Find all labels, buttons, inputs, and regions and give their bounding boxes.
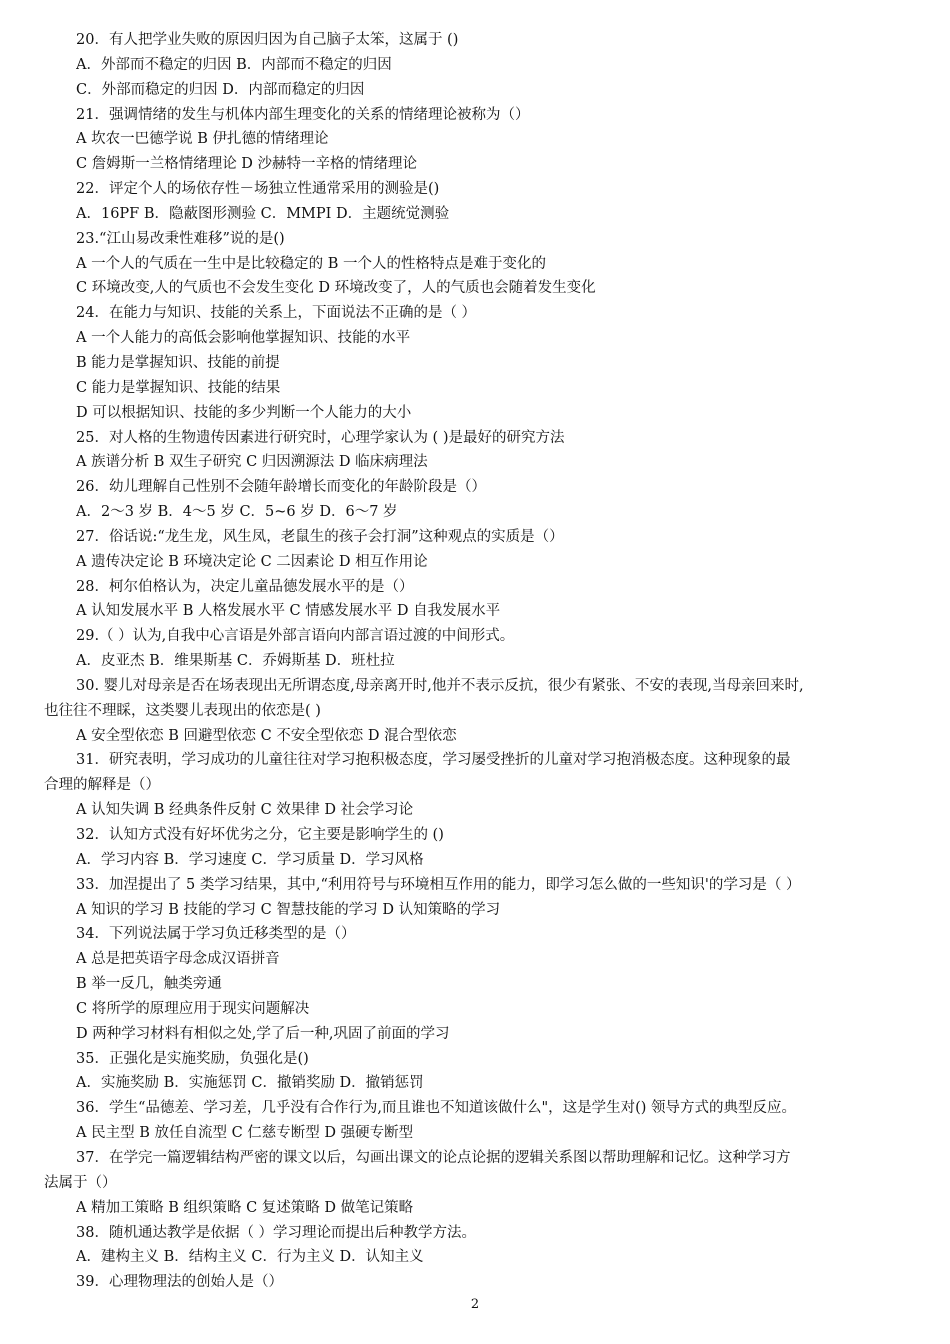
- option-line: C 詹姆斯一兰格情绪理论 D 沙赫特一辛格的情绪理论: [76, 156, 418, 173]
- question-line: 33．加涅提出了 5 类学习结果，其中,“利用符号与环境相互作用的能力，即学习怎么做的一些知识'的学习是（ ）: [76, 876, 801, 893]
- option-line: A 坎农一巴德学说 B 伊扎德的情绪理论: [76, 131, 329, 148]
- option-line: A 遗传决定论 B 环境决定论 C 二因素论 D 相互作用论: [76, 553, 428, 570]
- option-line: D 可以根据知识、技能的多少判断一个人能力的大小: [76, 404, 412, 421]
- option-line: A 知识的学习 B 技能的学习 C 智慧技能的学习 D 认知策略的学习: [76, 901, 501, 918]
- question-continuation-line: 法属于（）: [44, 1174, 117, 1191]
- option-line: A．实施奖励 B．实施惩罚 C．撤销奖励 D．撤销惩罚: [76, 1075, 424, 1092]
- option-line: C．外部而稳定的归因 D．内部而稳定的归因: [76, 81, 365, 98]
- option-line: A 认知发展水平 B 人格发展水平 C 情感发展水平 D 自我发展水平: [76, 603, 501, 620]
- question-line: 21．强调情绪的发生与机体内部生理变化的关系的情绪理论被称为（）: [76, 106, 530, 123]
- question-line: 27．俗话说:“龙生龙，风生凤，老鼠生的孩子会打洞”这种观点的实质是（）: [76, 528, 564, 545]
- question-list: [44, 28, 910, 1295]
- question-line: 32．认知方式没有好坏优劣之分，它主要是影响学生的 (): [76, 827, 444, 843]
- option-line: A．2～3 岁 B．4～5 岁 C．5~6 岁 D．6～7 岁: [76, 504, 398, 521]
- question-line: 29.（ ）认为,自我中心言语是外部言语向内部言语过渡的中间形式。: [76, 628, 515, 645]
- question-continuation-line: 也往往不理睬，这类婴儿表现出的依恋是( ): [44, 702, 321, 719]
- option-line: A 一个人能力的高低会影响他掌握知识、技能的水平: [76, 330, 411, 347]
- question-line: 25．对人格的生物遗传因素进行研究时，心理学家认为 ( )是最好的研究方法: [76, 429, 565, 446]
- option-line: B 能力是掌握知识、技能的前提: [76, 354, 280, 371]
- question-line: 20．有人把学业失败的原因归因为自己脑子太笨，这属于 (): [76, 32, 459, 48]
- question-line: 37．在学完一篇逻辑结构严密的课文以后，勾画出课文的论点论据的逻辑关系图以帮助理解和记忆。这种学习方: [76, 1149, 791, 1166]
- option-line: A．建构主义 B．结构主义 C．行为主义 D．认知主义: [76, 1249, 424, 1266]
- question-line: 30. 婴儿对母亲是否在场表现出无所谓态度,母亲离开时,他并不表示反抗，很少有紧张、不安的表现,当母亲回来时,: [76, 677, 804, 694]
- option-line: C 环境改变,人的气质也不会发生变化 D 环境改变了，人的气质也会随着发生变化: [76, 280, 596, 297]
- page-number: 2: [470, 1297, 480, 1312]
- question-line: 22．评定个人的场依存性－场独立性通常采用的测验是(): [76, 181, 440, 198]
- option-line: A 族谱分析 B 双生子研究 C 归因溯源法 D 临床病理法: [76, 454, 428, 471]
- option-line: A 民主型 B 放任自流型 C 仁慈专断型 D 强硬专断型: [76, 1125, 414, 1142]
- question-line: 38．随机通达教学是依据（ ）学习理论而提出后种教学方法。: [76, 1224, 477, 1241]
- option-line: C 能力是掌握知识、技能的结果: [76, 379, 281, 396]
- option-line: A．皮亚杰 B．维果斯基 C．乔姆斯基 D．班杜拉: [76, 653, 395, 670]
- question-line: 34．下列说法属于学习负迁移类型的是（）: [76, 926, 356, 943]
- option-line: A 安全型依恋 B 回避型依恋 C 不安全型依恋 D 混合型依恋: [76, 727, 457, 744]
- question-line: 26．幼儿理解自己性别不会随年龄增长而变化的年龄阶段是（）: [76, 479, 486, 496]
- question-line: 36．学生“品德差、学习差，几乎没有合作行为,而且谁也不知道该做什么"，这是学生对() 领导方式的典型反应。: [76, 1100, 797, 1117]
- option-line: A．外部而不稳定的归因 B．内部而不稳定的归因: [76, 56, 392, 73]
- question-line: 39．心理物理法的创始人是（）: [76, 1274, 283, 1291]
- option-line: A．学习内容 B．学习速度 C．学习质量 D．学习风格: [76, 851, 424, 868]
- option-line: A 精加工策略 B 组织策略 C 复述策略 D 做笔记策略: [76, 1199, 414, 1216]
- question-line: 24．在能力与知识、技能的关系上，下面说法不正确的是（ ）: [76, 305, 477, 322]
- option-line: A 总是把英语字母念成汉语拼音: [76, 951, 280, 968]
- question-line: 28．柯尔伯格认为，决定儿童品德发展水平的是（）: [76, 578, 414, 595]
- option-line: A．16PF B．隐蔽图形测验 C．MMPI D．主题统觉测验: [76, 205, 450, 222]
- question-line: 23.“江山易改秉性难移”说的是(): [76, 230, 285, 247]
- option-line: A 一个人的气质在一生中是比较稳定的 B 一个人的性格特点是难于变化的: [76, 255, 546, 272]
- option-line: C 将所学的原理应用于现实问题解决: [76, 1000, 310, 1017]
- option-line: D 两种学习材料有相似之处,学了后一种,巩固了前面的学习: [76, 1025, 450, 1042]
- question-line: 35．正强化是实施奖励，负强化是(): [76, 1050, 309, 1067]
- question-continuation-line: 合理的解释是（）: [44, 777, 160, 794]
- option-line: B 举一反几，触类旁通: [76, 976, 222, 993]
- question-line: 31．研究表明，学习成功的儿童往往对学习抱积极态度，学习屡受挫折的儿童对学习抱消极态度。这种现象的最: [76, 752, 791, 769]
- option-line: A 认知失调 B 经典条件反射 C 效果律 D 社会学习论: [76, 802, 414, 819]
